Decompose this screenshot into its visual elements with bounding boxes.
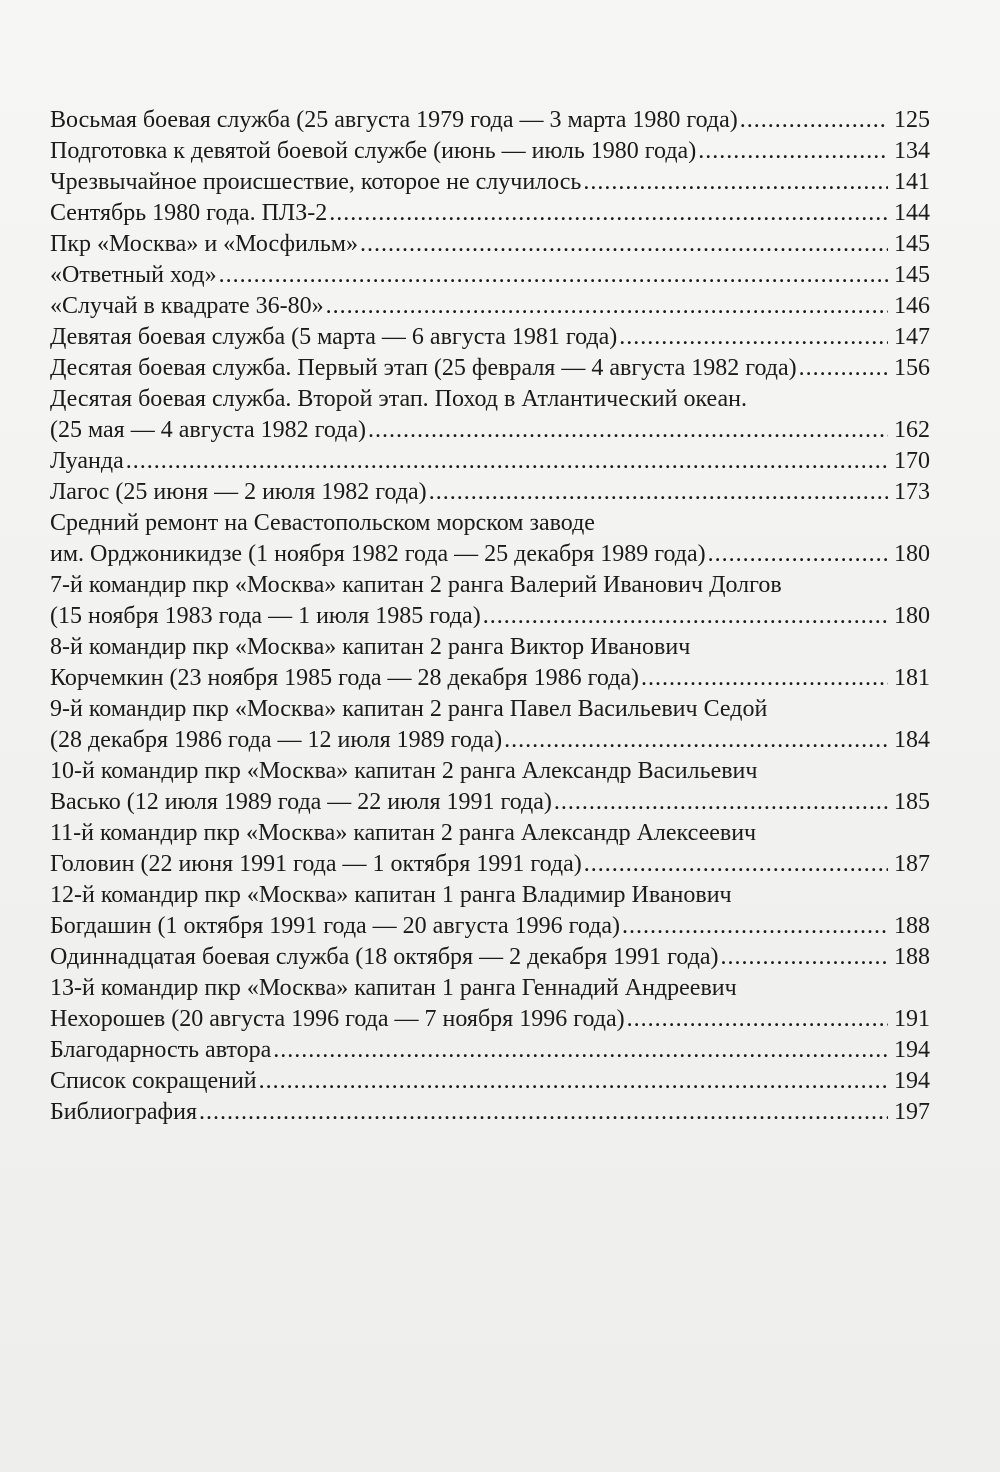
toc-entry [50, 260, 930, 291]
dot-leader [584, 849, 888, 880]
toc-page-number: 191 [894, 1006, 930, 1032]
toc-entry-title-line: Десятая боевая служба. Первый этап (25 февраля — 4 августа 1982 года) [50, 355, 797, 381]
toc-page-number: 125 [894, 107, 930, 133]
toc-entry [50, 384, 930, 446]
toc-entry-title-line: Луанда [50, 448, 124, 474]
toc-entry [50, 322, 930, 353]
toc-entry [50, 477, 930, 508]
toc-entry-last-line [50, 1035, 930, 1066]
toc-page-number: 173 [894, 479, 930, 505]
toc-entry-last-line [50, 291, 930, 322]
dot-leader [708, 539, 888, 570]
dot-leader [641, 663, 888, 694]
dot-leader [326, 291, 888, 322]
toc-page-number: 156 [894, 355, 930, 381]
dot-leader [368, 415, 888, 446]
dot-leader [199, 1097, 888, 1128]
toc-entry-title-line: 13-й командир пкр «Москва» капитан 1 ранга Геннадий Андреевич [50, 975, 737, 1001]
toc-entry-title-line: Пкр «Москва» и «Мосфильм» [50, 231, 358, 257]
toc-entry-title-line: «Ответный ход» [50, 262, 217, 288]
toc-entry-last-line [50, 601, 930, 632]
toc-page-number: 194 [894, 1037, 930, 1063]
toc-entry [50, 353, 930, 384]
toc-page-number: 194 [894, 1068, 930, 1094]
toc-entry [50, 570, 930, 632]
toc-page-number: 141 [894, 169, 930, 195]
toc-page-number: 170 [894, 448, 930, 474]
toc-entry-title-line: Одиннадцатая боевая служба (18 октября — 2 декабря 1991 года) [50, 944, 719, 970]
toc-entry-last-line [50, 849, 930, 880]
dot-leader [126, 446, 888, 477]
toc-entry-last-line [50, 477, 930, 508]
toc-entry-last-line [50, 260, 930, 291]
toc-page-number: 188 [894, 944, 930, 970]
toc-entry-last-line [50, 1097, 930, 1128]
toc-entry-last-line [50, 663, 930, 694]
toc-entry-title-line: (28 декабря 1986 года — 12 июля 1989 года) [50, 727, 503, 753]
dot-leader [429, 477, 888, 508]
toc-entry-title-line: 8-й командир пкр «Москва» капитан 2 ранга Виктор Иванович [50, 634, 691, 660]
dot-leader [483, 601, 888, 632]
toc-entry-last-line [50, 1004, 930, 1035]
toc-entry-title-line: (15 ноября 1983 года — 1 июля 1985 года) [50, 603, 481, 629]
dot-leader [259, 1066, 888, 1097]
toc-entry-title-line: Нехорошев (20 августа 1996 года — 7 ноября 1996 года) [50, 1006, 625, 1032]
toc-page-number: 145 [894, 231, 930, 257]
dot-leader [504, 725, 888, 756]
table-of-contents [50, 105, 930, 1128]
toc-entry-last-line [50, 353, 930, 384]
toc-entry-last-line [50, 446, 930, 477]
dot-leader [273, 1035, 888, 1066]
toc-page-number: 144 [894, 200, 930, 226]
toc-entry-last-line [50, 229, 930, 260]
toc-page-number: 145 [894, 262, 930, 288]
toc-entry-last-line [50, 198, 930, 229]
toc-entry [50, 167, 930, 198]
dot-leader [622, 911, 888, 942]
toc-entry-title-line: 12-й командир пкр «Москва» капитан 1 ранга Владимир Иванович [50, 882, 732, 908]
toc-entry [50, 291, 930, 322]
toc-entry [50, 1097, 930, 1128]
toc-entry [50, 105, 930, 136]
toc-entry-title-line: 9-й командир пкр «Москва» капитан 2 ранга Павел Васильевич Седой [50, 696, 768, 722]
toc-entry-title-line: «Случай в квадрате 36-80» [50, 293, 324, 319]
toc-entry-last-line [50, 105, 930, 136]
toc-entry-title-line: Библиография [50, 1099, 197, 1125]
toc-entry [50, 1035, 930, 1066]
toc-entry-title-line: Восьмая боевая служба (25 августа 1979 года — 3 марта 1980 года) [50, 107, 738, 133]
toc-entry-title-line: Десятая боевая служба. Второй этап. Поход в Атлантический океан. [50, 386, 747, 412]
toc-entry-title-line: Чрезвычайное происшествие, которое не случилось [50, 169, 582, 195]
toc-page-number: 184 [894, 727, 930, 753]
toc-entry [50, 694, 930, 756]
toc-entry-last-line [50, 1066, 930, 1097]
toc-entry [50, 818, 930, 880]
toc-entry [50, 632, 930, 694]
toc-page-number: 197 [894, 1099, 930, 1125]
dot-leader [360, 229, 888, 260]
toc-entry-title-line: 11-й командир пкр «Москва» капитан 2 ранга Александр Алексеевич [50, 820, 757, 846]
toc-entry-title-line: Подготовка к девятой боевой службе (июнь — июль 1980 года) [50, 138, 697, 164]
dot-leader [554, 787, 888, 818]
toc-entry-last-line [50, 942, 930, 973]
toc-page-number: 146 [894, 293, 930, 319]
toc-entry-title-line: Сентябрь 1980 года. ПЛЗ-2 [50, 200, 328, 226]
toc-entry [50, 136, 930, 167]
toc-entry [50, 880, 930, 942]
toc-page-number: 180 [894, 603, 930, 629]
toc-page-number: 187 [894, 851, 930, 877]
toc-page-number: 180 [894, 541, 930, 567]
dot-leader [698, 136, 888, 167]
toc-entry-title-line: Богдашин (1 октября 1991 года — 20 августа 1996 года) [50, 913, 620, 939]
toc-entry [50, 942, 930, 973]
toc-entry-title-line: 10-й командир пкр «Москва» капитан 2 ранга Александр Васильевич [50, 758, 758, 784]
toc-page-number: 134 [894, 138, 930, 164]
toc-entry [50, 198, 930, 229]
toc-entry-title-line: 7-й командир пкр «Москва» капитан 2 ранга Валерий Иванович Долгов [50, 572, 782, 598]
toc-entry-last-line [50, 787, 930, 818]
dot-leader [740, 105, 888, 136]
toc-entry-title-line: Лагос (25 июня — 2 июля 1982 года) [50, 479, 427, 505]
toc-entry-title-line: Васько (12 июля 1989 года — 22 июля 1991 года) [50, 789, 552, 815]
toc-entry [50, 1066, 930, 1097]
toc-entry-last-line [50, 167, 930, 198]
toc-entry-last-line [50, 911, 930, 942]
dot-leader [721, 942, 888, 973]
toc-entry-last-line [50, 415, 930, 446]
toc-page-number: 181 [894, 665, 930, 691]
toc-entry-title-line: Средний ремонт на Севастопольском морском заводе [50, 510, 595, 536]
dot-leader [219, 260, 888, 291]
dot-leader [627, 1004, 888, 1035]
toc-entry-last-line [50, 539, 930, 570]
toc-entry [50, 446, 930, 477]
toc-entry [50, 756, 930, 818]
dot-leader [799, 353, 888, 384]
toc-entry-last-line [50, 725, 930, 756]
toc-entry [50, 508, 930, 570]
toc-entry-title-line: Головин (22 июня 1991 года — 1 октября 1991 года) [50, 851, 582, 877]
toc-page-number: 147 [894, 324, 930, 350]
toc-page-number: 162 [894, 417, 930, 443]
toc-entry-last-line [50, 322, 930, 353]
toc-entry [50, 229, 930, 260]
toc-entry-title-line: Благодарность автора [50, 1037, 272, 1063]
dot-leader [329, 198, 888, 229]
dot-leader [619, 322, 888, 353]
toc-entry-title-line: (25 мая — 4 августа 1982 года) [50, 417, 367, 443]
toc-entry-last-line [50, 136, 930, 167]
toc-entry-title-line: Девятая боевая служба (5 марта — 6 августа 1981 года) [50, 324, 618, 350]
dot-leader [583, 167, 888, 198]
toc-entry-title-line: им. Орджоникидзе (1 ноября 1982 года — 25 декабря 1989 года) [50, 541, 706, 567]
toc-entry-title-line: Корчемкин (23 ноября 1985 года — 28 декабря 1986 года) [50, 665, 640, 691]
toc-page-number: 188 [894, 913, 930, 939]
toc-entry [50, 973, 930, 1035]
toc-entry-title-line: Список сокращений [50, 1068, 257, 1094]
toc-page-number: 185 [894, 789, 930, 815]
